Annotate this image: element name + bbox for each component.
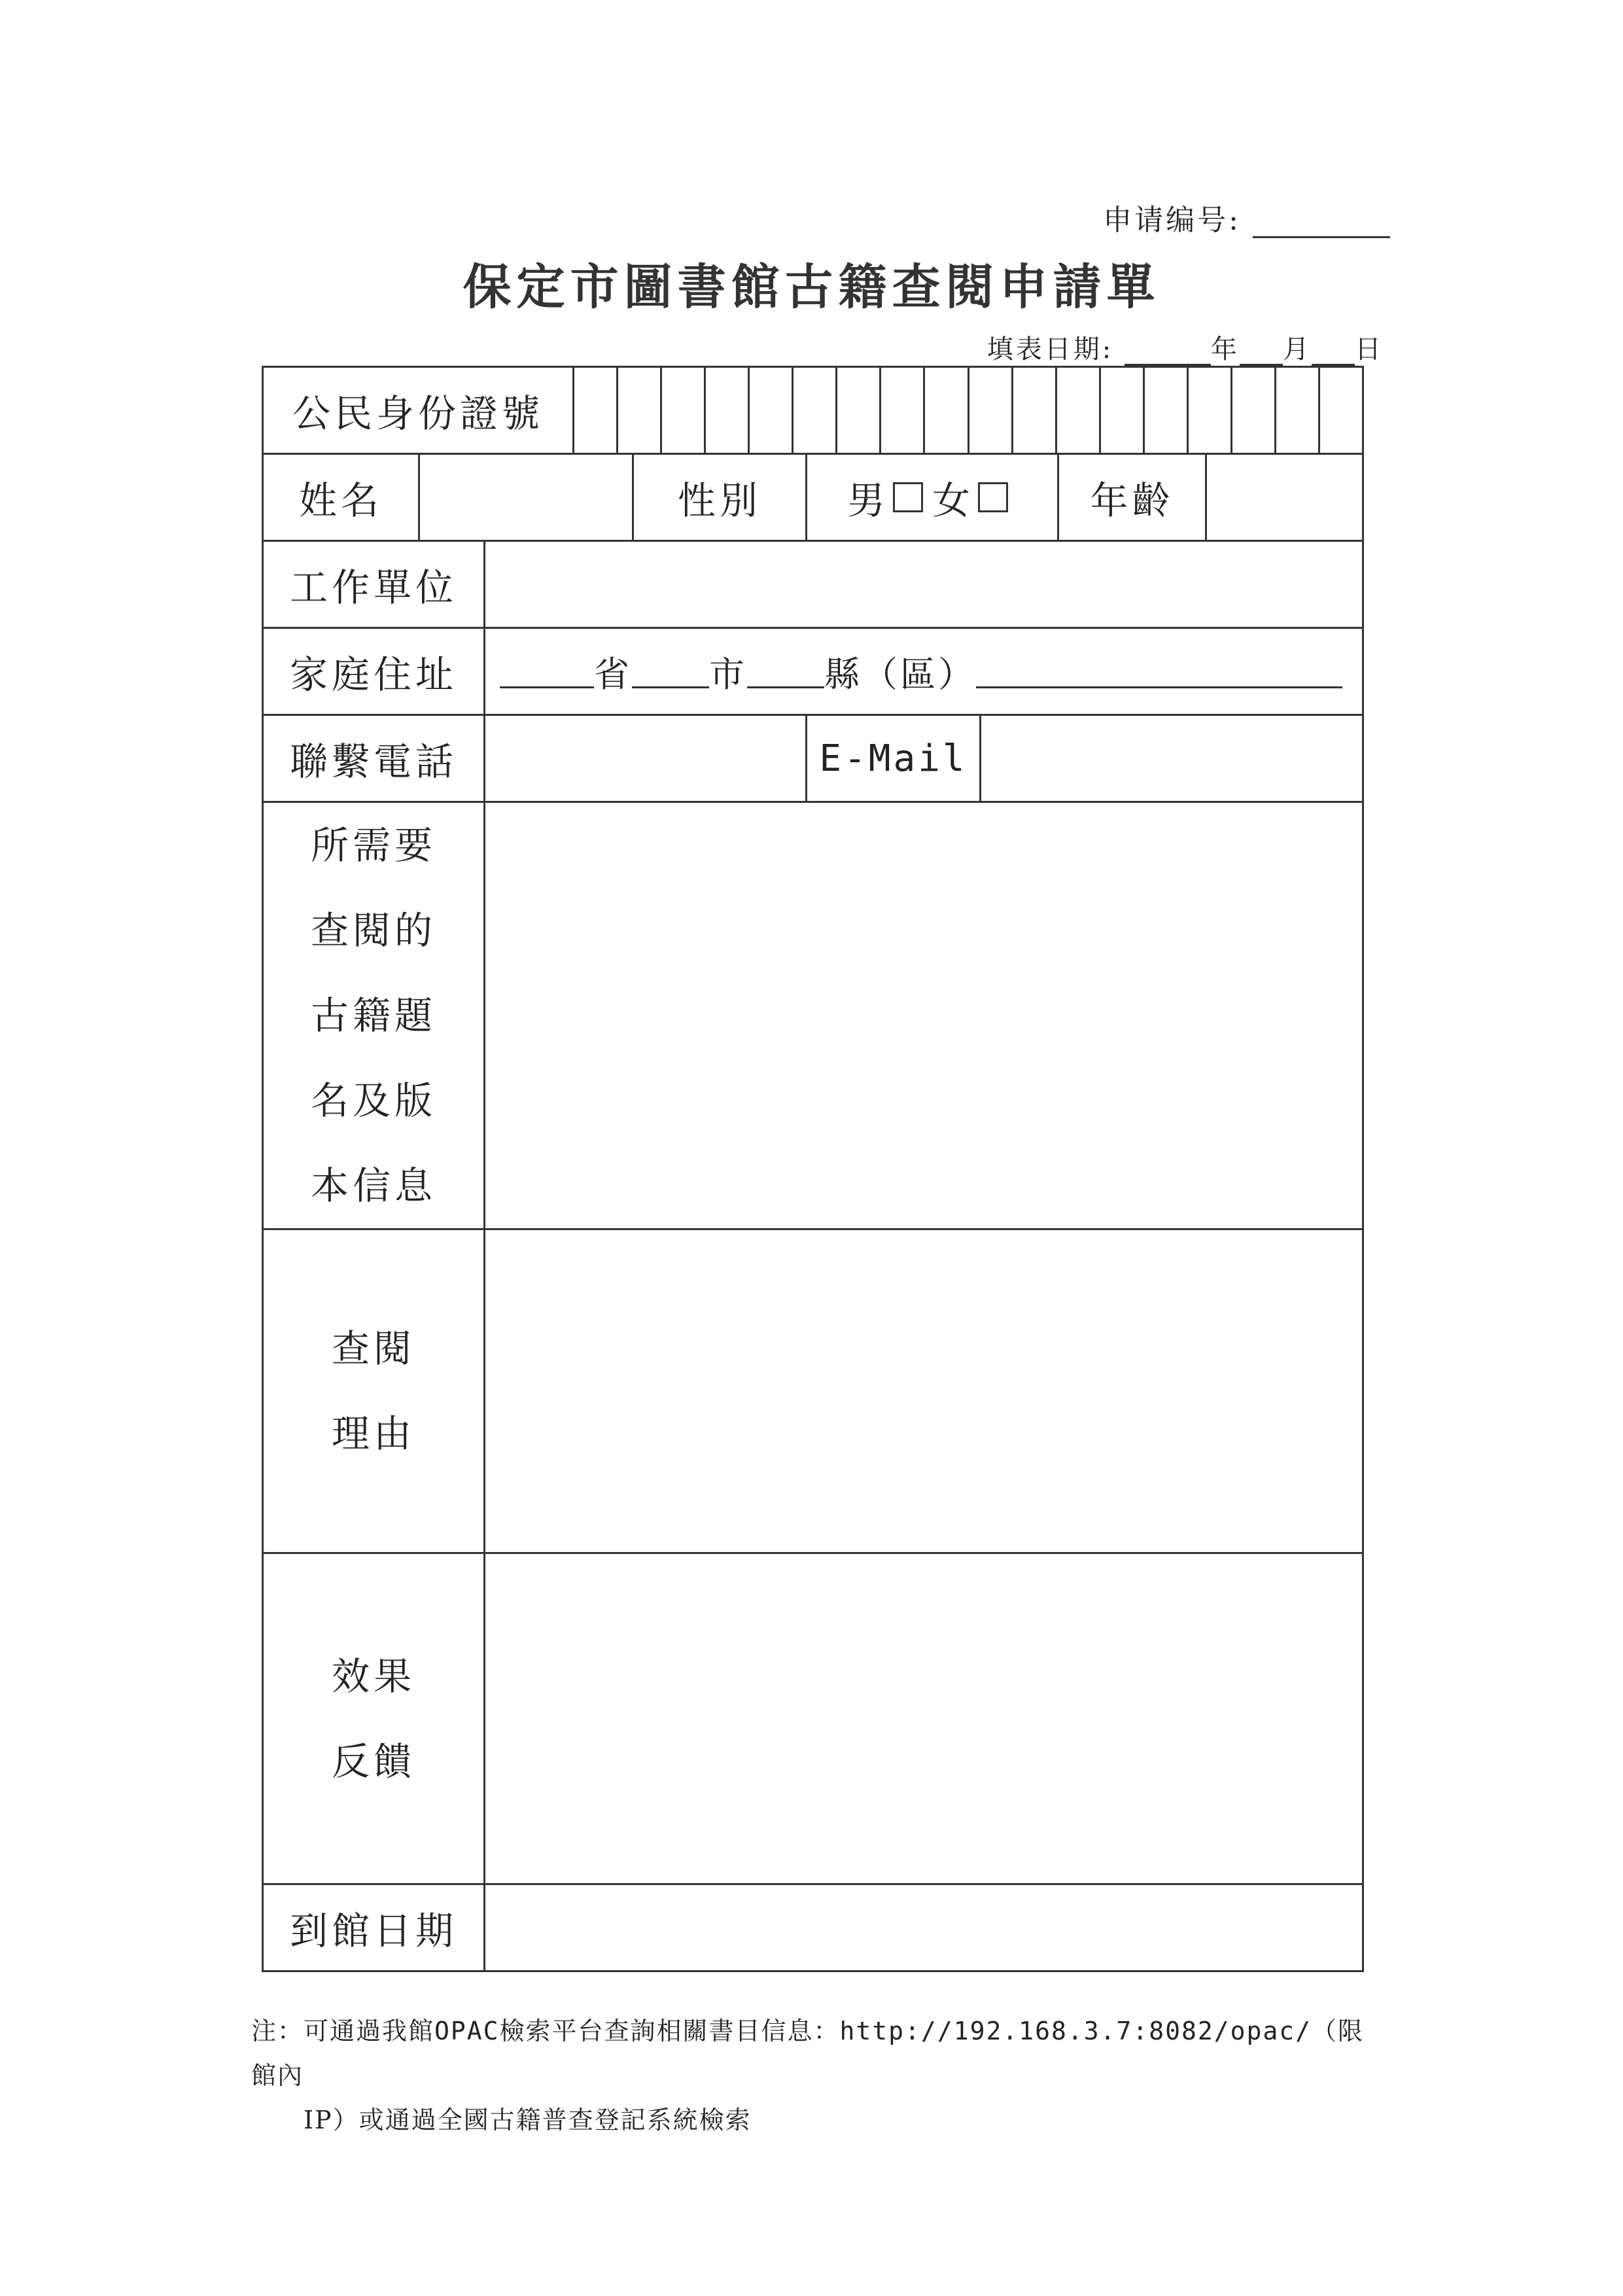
reason-label bbox=[264, 1230, 483, 1552]
footnote-opac: OPAC bbox=[434, 2017, 500, 2045]
feedback-label-line: 反饋 bbox=[331, 1739, 415, 1784]
visit-date-field[interactable] bbox=[483, 1885, 1362, 1970]
fill-date bbox=[987, 328, 1384, 366]
id-digit-box[interactable] bbox=[1187, 368, 1230, 453]
male-label: 男 bbox=[846, 478, 889, 523]
address-label: 家庭住址 bbox=[289, 652, 457, 697]
name-label: 姓名 bbox=[298, 478, 383, 523]
fill-year-field[interactable] bbox=[1125, 342, 1211, 366]
footnote bbox=[251, 2009, 1376, 2142]
footnote-line-1 bbox=[251, 2009, 1376, 2098]
age-field[interactable] bbox=[1205, 455, 1362, 540]
email-field[interactable] bbox=[979, 716, 1362, 801]
county-label: 縣（區） bbox=[824, 653, 976, 695]
books-label-line: 查閱的 bbox=[310, 908, 436, 953]
application-number-label: 申请编号: bbox=[1103, 203, 1241, 237]
reason-row bbox=[264, 1230, 1362, 1554]
id-digit-box[interactable] bbox=[1055, 368, 1099, 453]
id-number-row bbox=[264, 368, 1362, 455]
county-blank[interactable] bbox=[747, 655, 824, 688]
work-unit-label: 工作單位 bbox=[289, 565, 457, 610]
id-digit-box[interactable] bbox=[748, 368, 792, 453]
email-label: E-Mail bbox=[805, 716, 979, 801]
fill-date-label: 填表日期: bbox=[986, 334, 1114, 364]
books-label-line: 所需要 bbox=[310, 823, 436, 868]
gender-label: 性別 bbox=[632, 455, 805, 540]
id-digit-box[interactable] bbox=[1143, 368, 1187, 453]
id-digit-box[interactable] bbox=[1318, 368, 1362, 453]
id-number-label: 公民身份證號 bbox=[292, 391, 544, 436]
address-field[interactable] bbox=[483, 629, 1362, 714]
page-title: 保定市圖書館古籍查閱申請單 bbox=[462, 259, 1161, 315]
age-label: 年齡 bbox=[1057, 455, 1205, 540]
id-digit-box[interactable] bbox=[923, 368, 967, 453]
id-digit-box[interactable] bbox=[572, 368, 616, 453]
province-label: 省 bbox=[594, 653, 632, 695]
name-field[interactable] bbox=[418, 455, 632, 540]
id-digit-box[interactable] bbox=[879, 368, 923, 453]
reason-label-line: 查閱 bbox=[331, 1326, 415, 1371]
application-number-field[interactable] bbox=[1253, 210, 1390, 238]
work-unit-field[interactable] bbox=[483, 542, 1362, 627]
male-checkbox[interactable] bbox=[893, 482, 923, 512]
footnote-mid: 檢索平台查詢相關書目信息： bbox=[499, 2017, 840, 2045]
province-blank[interactable] bbox=[500, 655, 594, 688]
contact-row bbox=[264, 716, 1362, 803]
feedback-field[interactable] bbox=[483, 1554, 1362, 1883]
address-row bbox=[264, 629, 1362, 716]
name-row bbox=[264, 455, 1362, 542]
fill-day-field[interactable] bbox=[1312, 342, 1355, 366]
female-label: 女 bbox=[932, 478, 975, 523]
feedback-label bbox=[264, 1554, 483, 1883]
books-label-line: 名及版 bbox=[310, 1078, 436, 1123]
footnote-suffix: （限館內 bbox=[251, 2017, 1365, 2090]
month-label: 月 bbox=[1283, 334, 1312, 364]
visit-date-row bbox=[264, 1885, 1362, 1970]
books-field[interactable] bbox=[483, 803, 1362, 1228]
id-digit-box[interactable] bbox=[1099, 368, 1143, 453]
feedback-label-line: 效果 bbox=[331, 1653, 415, 1699]
id-digit-box[interactable] bbox=[616, 368, 660, 453]
id-digit-box[interactable] bbox=[835, 368, 879, 453]
visit-date-label: 到館日期 bbox=[289, 1909, 457, 1953]
application-number bbox=[1103, 196, 1390, 238]
id-digit-box[interactable] bbox=[1274, 368, 1318, 453]
books-label bbox=[264, 803, 483, 1228]
phone-label: 聯繫電話 bbox=[289, 739, 457, 784]
books-label-line: 古籍題 bbox=[310, 993, 436, 1038]
id-digit-box[interactable] bbox=[968, 368, 1011, 453]
female-checkbox[interactable] bbox=[978, 482, 1008, 512]
year-label: 年 bbox=[1211, 334, 1240, 364]
application-form bbox=[262, 366, 1364, 1972]
id-digit-box[interactable] bbox=[704, 368, 748, 453]
footnote-prefix: 注：可通過我館 bbox=[251, 2017, 435, 2045]
opac-link[interactable]: http://192.168.3.7:8082/opac/ bbox=[839, 2017, 1312, 2045]
books-row bbox=[264, 803, 1362, 1230]
id-digit-box[interactable] bbox=[792, 368, 835, 453]
fill-month-field[interactable] bbox=[1240, 342, 1283, 366]
day-label: 日 bbox=[1355, 334, 1384, 364]
phone-field[interactable] bbox=[483, 716, 805, 801]
reason-field[interactable] bbox=[483, 1230, 1362, 1552]
work-unit-row bbox=[264, 542, 1362, 629]
reason-label-line: 理由 bbox=[331, 1411, 415, 1456]
feedback-row bbox=[264, 1554, 1362, 1885]
books-label-line: 本信息 bbox=[310, 1163, 436, 1208]
id-digit-box[interactable] bbox=[660, 368, 704, 453]
id-digit-box[interactable] bbox=[1230, 368, 1274, 453]
street-blank[interactable] bbox=[976, 655, 1342, 688]
id-digit-box[interactable] bbox=[1011, 368, 1055, 453]
city-label: 市 bbox=[709, 653, 747, 695]
city-blank[interactable] bbox=[632, 655, 709, 688]
gender-options bbox=[805, 455, 1057, 540]
footnote-line-2: IP）或通過全國古籍普查登記系統檢索 bbox=[304, 2106, 752, 2134]
